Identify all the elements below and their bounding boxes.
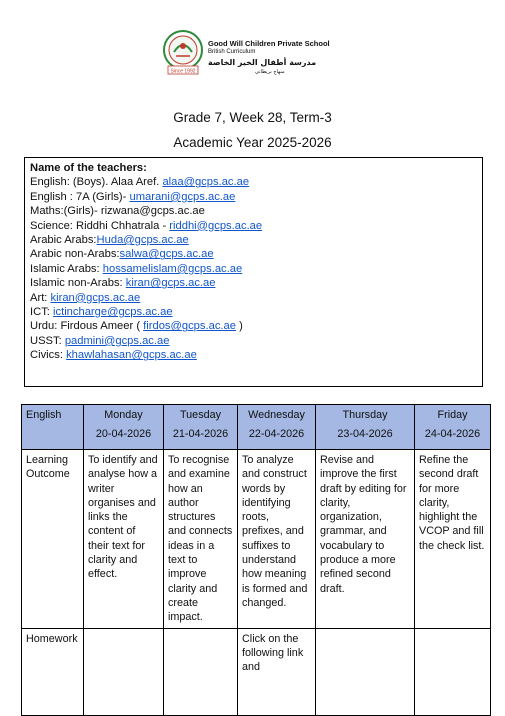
day-name: Wednesday [248, 409, 305, 421]
teacher-email-link[interactable]: firdos@gcps.ac.ae [143, 320, 236, 333]
teacher-line [30, 291, 477, 305]
teacher-line [30, 204, 477, 218]
teacher-email-link[interactable]: ictincharge@gcps.ac.ae [53, 306, 173, 319]
grade-week-title: Grade 7, Week 28, Term-3 [173, 110, 332, 125]
day-name: Monday [104, 409, 143, 421]
teacher-label: Islamic Arabs: [30, 262, 103, 275]
weekly-plan-table [21, 404, 491, 716]
day-header-cell [316, 405, 415, 450]
day-date: 23-04-2026 [337, 428, 393, 441]
day-header-cell [415, 405, 491, 450]
table-header-row [22, 405, 491, 450]
day-name: Friday [437, 409, 468, 421]
teacher-email-link[interactable]: hossamelislam@gcps.ac.ae [102, 262, 243, 275]
subject-header-cell: English [22, 405, 84, 450]
teacher-line [30, 348, 477, 362]
teacher-label: Arabic Arabs: [30, 234, 97, 247]
teacher-label: Art: [30, 291, 51, 304]
teacher-label: English: (Boys). Alaa Aref. [30, 176, 163, 189]
day-date: 24-04-2026 [424, 428, 481, 441]
school-seal-icon [160, 28, 206, 76]
teachers-heading: Name of the teachers: [30, 162, 147, 174]
teacher-list [30, 175, 477, 362]
teacher-email-link[interactable]: alaa@gcps.ac.ae [162, 176, 250, 189]
day-header-cell [84, 405, 164, 450]
academic-year-title: Academic Year 2025-2026 [173, 135, 332, 150]
teacher-line [30, 190, 477, 204]
teacher-line [30, 262, 477, 276]
day-name: Thursday [342, 409, 388, 421]
table-cell: To analyze and construct words by identifying roots, prefixes, and suffixes to understand how meaning is formed and changed. [238, 450, 316, 629]
teacher-label: Islamic non-Arabs: [30, 277, 126, 290]
teacher-email-link[interactable]: riddhi@gcps.ac.ae [169, 219, 263, 232]
day-date: 20-04-2026 [95, 428, 152, 441]
teacher-label: Civics: [30, 349, 67, 362]
day-header-cell [238, 405, 316, 450]
teacher-email-link[interactable]: kiran@gcps.ac.ae [125, 277, 216, 290]
teacher-line [30, 305, 477, 319]
table-cell [164, 628, 238, 715]
school-name-ar: مدرسة أطفال الخير الخاصة [208, 58, 317, 67]
table-cell: To recognise and examine how an author structures and connects ideas in a text to improve clarity and create impact. [164, 450, 238, 629]
table-row [22, 450, 491, 629]
school-logo [160, 28, 360, 80]
teacher-email-link[interactable]: padmini@gcps.ac.ae [64, 334, 170, 347]
table-cell: To identify and analyse how a writer organises and links the content of their text for clarity and effect. [84, 450, 164, 629]
school-name-en: Good Will Children Private School [208, 39, 330, 48]
teacher-email-link[interactable]: khawlahasan@gcps.ac.ae [66, 349, 197, 362]
row-label-cell: Homework [22, 628, 84, 715]
day-date: 22-04-2026 [248, 428, 305, 441]
table-cell: Click on the following link and [238, 628, 316, 715]
teacher-email-link[interactable]: Huda@gcps.ac.ae [96, 234, 189, 247]
table-cell [415, 628, 491, 715]
teacher-label: Science: Riddhi Chhatrala - [30, 219, 170, 232]
teacher-email-link[interactable]: kiran@gcps.ac.ae [50, 291, 141, 304]
teacher-line [30, 233, 477, 247]
teacher-line [30, 247, 477, 261]
day-date: 21-04-2026 [172, 428, 229, 441]
table-cell: Refine the second draft for more clarity, highlight the VCOP and fill the check list. [415, 450, 491, 629]
table-cell: Revise and improve the first draft by editing for clarity, organization, grammar, and vocabulary to produce a more refined second draft. [316, 450, 415, 629]
teacher-line [30, 319, 477, 333]
teacher-label: Maths:(Girls)- rizwana@gcps.ac.ae [30, 205, 205, 218]
teacher-line [30, 276, 477, 290]
teachers-box [24, 157, 483, 387]
teacher-line [30, 175, 477, 189]
school-curriculum: British Curriculum [208, 49, 256, 55]
teacher-label: Urdu: Firdous Ameer ( [30, 320, 144, 333]
teacher-label: English : 7A (Girls)- [30, 190, 130, 203]
day-header-cell [164, 405, 238, 450]
table-row [22, 628, 491, 715]
teacher-label: USST: [30, 334, 65, 347]
teacher-label: Arabic non-Arabs: [30, 248, 120, 261]
teacher-email-link[interactable]: salwa@gcps.ac.ae [119, 248, 214, 261]
since-text: Since 1992 [170, 68, 196, 75]
teacher-suffix: ) [235, 320, 243, 333]
row-label-cell: Learning Outcome [22, 450, 84, 629]
teacher-line [30, 334, 477, 348]
day-name: Tuesday [179, 409, 221, 421]
teacher-line [30, 219, 477, 233]
table-cell [84, 628, 164, 715]
teacher-email-link[interactable]: umarani@gcps.ac.ae [129, 190, 236, 203]
table-cell [316, 628, 415, 715]
teacher-label: ICT: [30, 306, 53, 319]
school-curriculum-ar: منهاج بريطاني [255, 69, 285, 75]
